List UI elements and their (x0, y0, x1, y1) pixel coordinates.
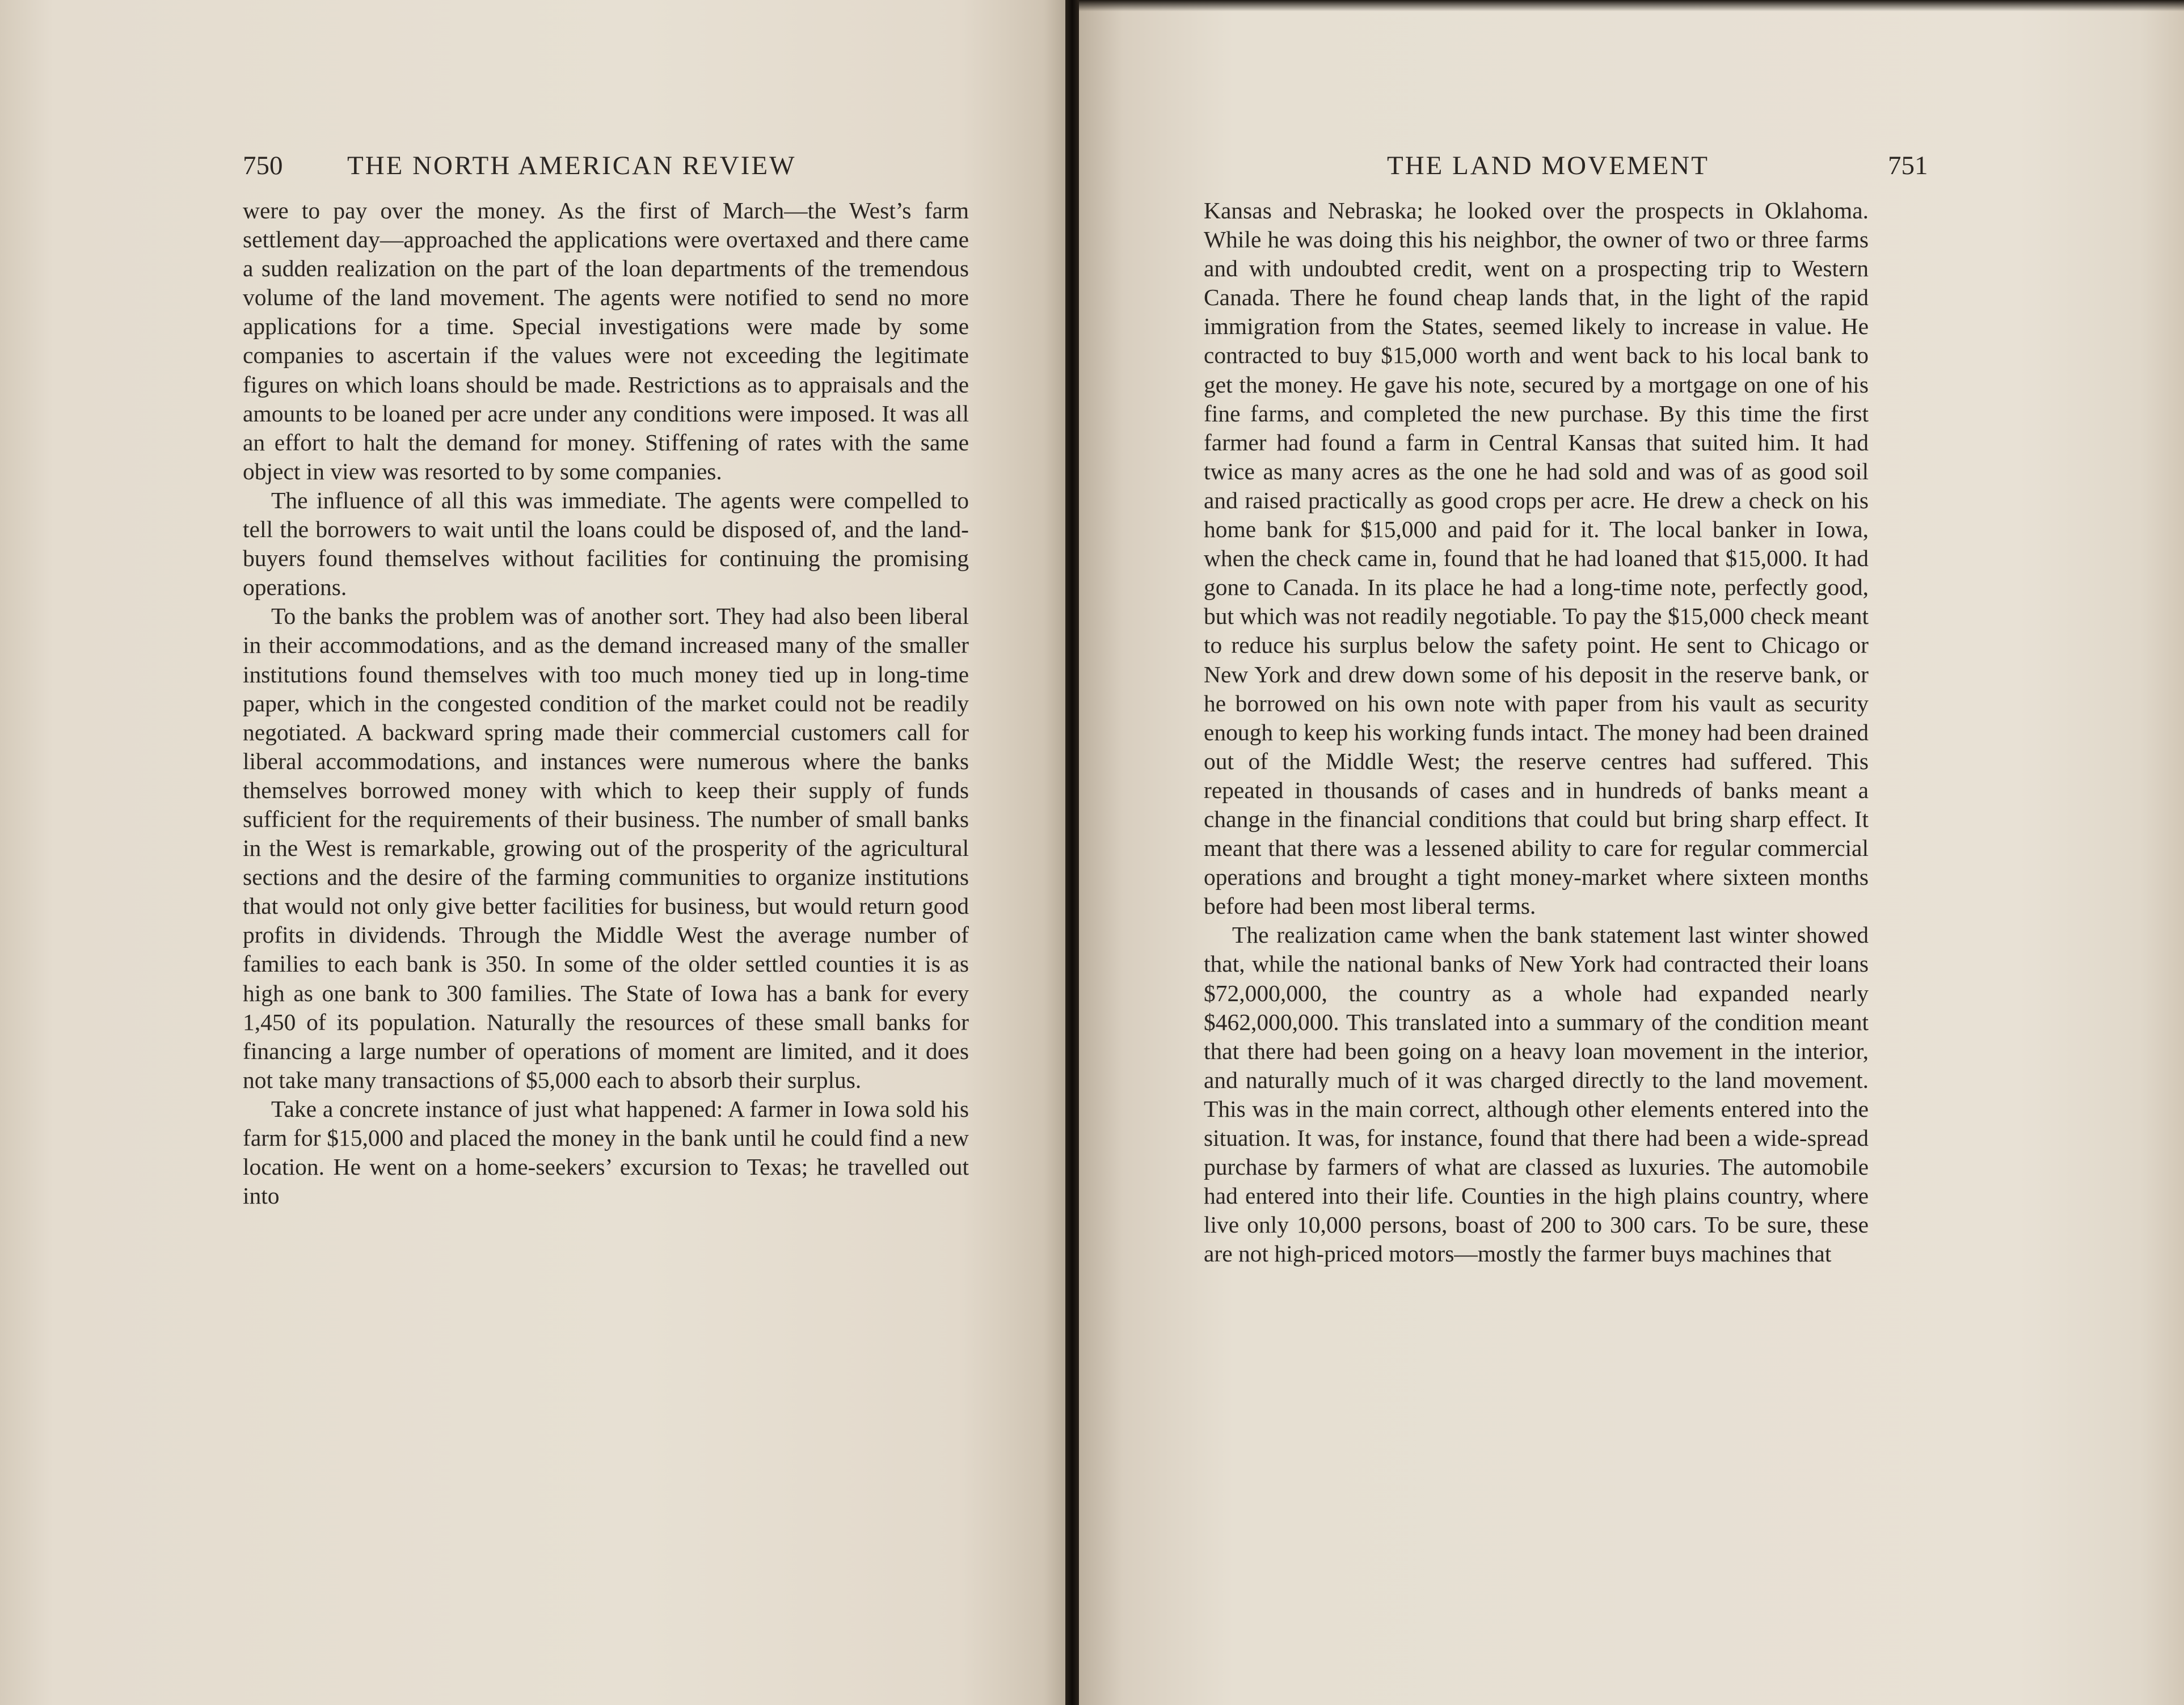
running-head: THE LAND MOVEMENT (1387, 151, 1709, 180)
running-head: THE NORTH AMERICAN REVIEW (347, 151, 796, 180)
book-gutter (1065, 0, 1079, 1705)
page-top-shadow (1079, 0, 2184, 11)
paragraph: The realization came when the bank statement last winter showed that, while the national banks of New York had contracted their loans $72,000,000, the country as a whole had expanded nearly $462,000,000. This translated into a summary of the condition meant that there had been going on a heavy loan movement in the interior, and naturally much of it was charged directly to the land movement. This was in the main correct, although other elements entered into the situation. It was, for instance, found that there had been a wide-spread purchase by farmers of what are classed as luxuries. The automobile had entered into their life. Counties in the high plains country, where live only 10,000 persons, boast of 200 to 300 cars. To be sure, these are not high-priced motors—mostly the farmer buys machines that (1204, 922, 1869, 1267)
paragraph: The influence of all this was immediate. The agents were compelled to tell the borrowers to wait until the loans could be disposed of, and the land-buyers found themselves without facilities for continuing the promising operations. (243, 487, 969, 601)
paragraph: Take a concrete instance of just what happened: A farmer in Iowa sold his farm for $15,000 and placed the money in the bank until he could find a new location. He went on a home-seekers’ excursion to Texas; he travelled out into (243, 1095, 969, 1209)
paragraph: To the banks the problem was of another sort. They had also been liberal in their accommodations, and as the demand increased many of the smaller institutions found themselves with too much money tied up in long-time paper, which in the congested condition of the market could not be readily negotiated. A backward spring made their commercial customers call for liberal accommodations, and instances were numerous where the banks themselves borrowed money with which to keep their supply of funds sufficient for the requirements of their business. The number of small banks in the West is remarkable, growing out of the prosperity of the agricultural sections and the desire of the farming communities to organize institutions that would not only give better facilities for business, but would return good profits in dividends. Through the Middle West the average number of families to each bank is 350. In some of the older settled counties it is as high as one bank to 300 families. The State of Iowa has a bank for every 1,450 of its population. Naturally the resources of these small banks for financing a large number of operations of moment are limited, and it does not take many transactions of $5,000 each to absorb their surplus. (243, 603, 969, 1093)
body-text (243, 196, 969, 1210)
right-page (1079, 0, 2184, 1705)
page-number: 750 (243, 151, 283, 180)
left-page (0, 0, 1065, 1705)
body-text (1204, 196, 1869, 1268)
paragraph: were to pay over the money. As the first of March—the West’s farm settlement day—approached the applications were overtaxed and there came a sudden realization on the part of the loan departments of the tremendous volume of the land movement. The agents were notified to send no more applications for a time. Special investigations were made by some companies to ascertain if the values were not exceeding the legitimate figures on which loans should be made. Restrictions as to appraisals and the amounts to be loaned per acre under any conditions were imposed. It was all an effort to halt the demand for money. Stiffening of rates with the same object in view was resorted to by some companies. (243, 197, 969, 484)
page-number: 751 (1888, 151, 1928, 180)
paragraph: Kansas and Nebraska; he looked over the prospects in Oklahoma. While he was doing this his neighbor, the owner of two or three farms and with undoubted credit, went on a prospecting trip to Western Canada. There he found cheap lands that, in the light of the rapid immigration from the States, seemed likely to increase in value. He contracted to buy $15,000 worth and went back to his local bank to get the money. He gave his note, secured by a mortgage on one of his fine farms, and completed the new purchase. By this time the first farmer had found a farm in Central Kansas that suited him. It had twice as many acres as the one he had sold and was of as good soil and raised practically as good crops per acre. He drew a check on his home bank for $15,000 and paid for it. The local banker in Iowa, when the check came in, found that he had loaned that $15,000. It had gone to Canada. In its place he had a long-time note, perfectly good, but which was not readily negotiable. To pay the $15,000 check meant to reduce his surplus below the safety point. He sent to Chicago or New York and drew down some of his deposit in the reserve bank, or he borrowed on his own note with paper from his vault as security enough to keep his working funds intact. The money had been drained out of the Middle West; the reserve centres had suffered. This repeated in thousands of cases and in hundreds of banks meant a change in the financial conditions that could but bring sharp effect. It meant that there was a lessened ability to care for regular commercial operations and brought a tight money-market where sixteen months before had been most liberal terms. (1204, 197, 1869, 919)
